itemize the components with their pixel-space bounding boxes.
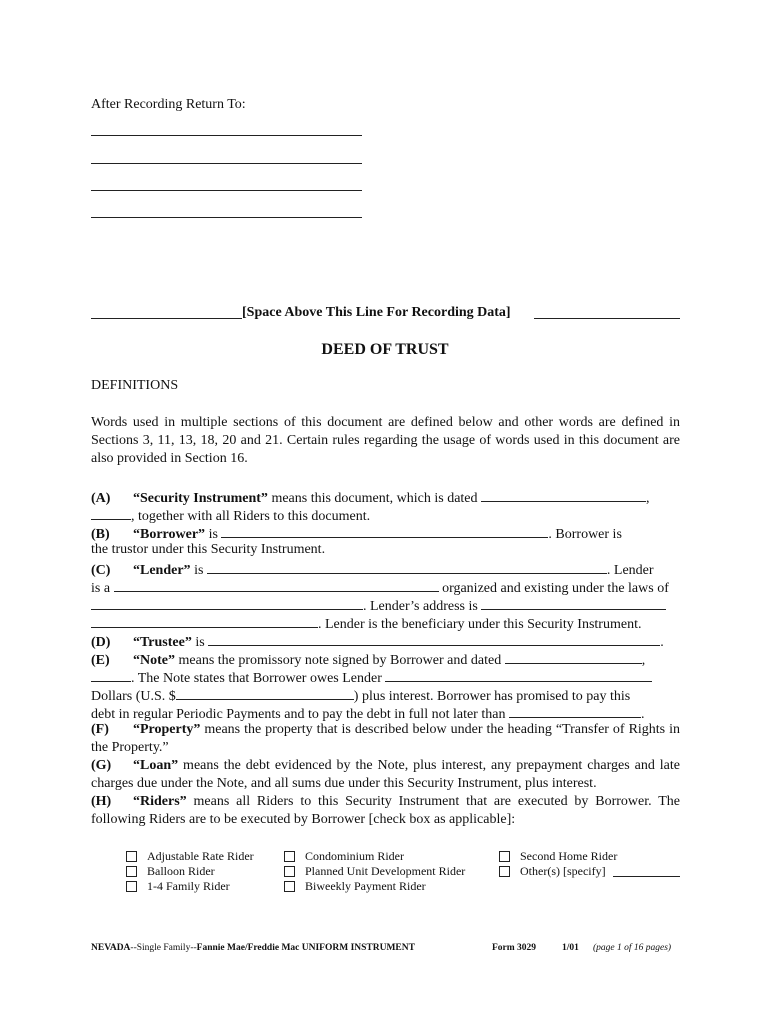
def-text: means this document, which is dated xyxy=(267,491,482,506)
def-text: is xyxy=(205,527,222,542)
def-text: . Borrower is xyxy=(548,527,622,542)
note-amount-words-field[interactable] xyxy=(385,667,652,682)
definition-g xyxy=(91,757,680,793)
return-address-line[interactable] xyxy=(91,135,362,136)
footer-instrument xyxy=(91,942,415,954)
rider-label: Second Home Rider xyxy=(520,849,618,863)
trustee-name-field[interactable] xyxy=(208,631,660,646)
return-address-line[interactable] xyxy=(91,163,362,164)
def-text: means the debt evidenced by the Note, plus interest, any prepayment charges and late charges due under the Note, and all sums due under this Security Instrument, plus interest. xyxy=(91,758,680,791)
def-term: “Borrower” xyxy=(133,527,206,542)
comma: , xyxy=(646,491,650,506)
rider-label: 1-4 Family Rider xyxy=(147,879,230,893)
definitions-heading: DEFINITIONS xyxy=(91,378,179,393)
def-label: (G) xyxy=(91,758,112,773)
biweekly-payment-rider-checkbox[interactable] xyxy=(284,881,295,892)
rider-label: Biweekly Payment Rider xyxy=(305,879,426,893)
rider-label: Adjustable Rate Rider xyxy=(147,849,254,863)
def-term: “Trustee” xyxy=(133,635,192,650)
def-text: . Lender xyxy=(606,563,654,578)
def-text: ) plus interest. Borrower has promised to pay this xyxy=(353,689,631,704)
note-amount-field[interactable] xyxy=(176,685,354,700)
def-text: . Lender’s address is xyxy=(363,599,482,614)
footer-instrument-name: Fannie Mae/Freddie Mac UNIFORM INSTRUMENT xyxy=(196,943,415,953)
comma: , xyxy=(641,653,646,668)
def-term: “Loan” xyxy=(133,758,179,773)
rider-label: Balloon Rider xyxy=(147,864,215,878)
second-home-rider-checkbox[interactable] xyxy=(499,851,510,862)
borrower-name-field[interactable] xyxy=(221,523,548,538)
balloon-rider-checkbox[interactable] xyxy=(126,866,137,877)
def-label: (H) xyxy=(91,794,112,809)
security-instrument-date-field[interactable] xyxy=(481,487,646,502)
def-label: (A) xyxy=(91,491,111,506)
note-date-field[interactable] xyxy=(505,649,642,664)
family-rider-checkbox[interactable] xyxy=(126,881,137,892)
def-term: “Lender” xyxy=(133,563,191,578)
return-to-label: After Recording Return To: xyxy=(91,97,246,112)
recording-data-label: [Space Above This Line For Recording Data] xyxy=(242,305,511,320)
lender-jurisdiction-field[interactable] xyxy=(91,595,363,610)
maturity-date-field[interactable] xyxy=(509,703,641,718)
lender-name-field[interactable] xyxy=(207,559,607,574)
footer-form-number: Form 3029 xyxy=(492,943,537,953)
return-address-line[interactable] xyxy=(91,190,362,191)
def-text: means the promissory note signed by Borrower and dated xyxy=(175,653,505,668)
def-term: “Riders” xyxy=(133,794,187,809)
def-term: “Security Instrument” xyxy=(133,491,268,506)
def-text: Dollars (U.S. $ xyxy=(91,689,176,704)
rider-label: Planned Unit Development Rider xyxy=(305,864,466,878)
def-text: . The Note states that Borrower owes Lender xyxy=(131,671,386,686)
def-text: the trustor under this Security Instrument. xyxy=(91,542,326,557)
def-label: (E) xyxy=(91,653,110,668)
period: . xyxy=(660,635,664,650)
other-rider-checkbox[interactable] xyxy=(499,866,510,877)
def-text: means all Riders to this Security Instrument that are executed by Borrower. The following Riders are to be executed by Borrower [check box as applicable]: xyxy=(91,794,680,827)
def-text: is a xyxy=(91,581,114,596)
footer-state: NEVADA xyxy=(91,943,131,953)
def-text: debt in regular Periodic Payments and to pay the debt in full not later than xyxy=(91,707,509,722)
lender-address-field[interactable] xyxy=(481,595,666,610)
rider-label: Condominium Rider xyxy=(305,849,404,863)
footer-sep: --Single Family-- xyxy=(130,943,197,953)
adjustable-rate-rider-checkbox[interactable] xyxy=(126,851,137,862)
security-instrument-year-field[interactable] xyxy=(91,505,131,520)
lender-entity-type-field[interactable] xyxy=(114,577,439,592)
def-text: is xyxy=(190,563,207,578)
lender-address-field-2[interactable] xyxy=(91,613,318,628)
def-label: (C) xyxy=(91,563,111,578)
document-title: DEED OF TRUST xyxy=(321,341,449,358)
condominium-rider-checkbox[interactable] xyxy=(284,851,295,862)
definition-h xyxy=(91,793,680,829)
other-rider-specify-field[interactable] xyxy=(613,876,680,877)
def-text: , together with all Riders to this document. xyxy=(131,509,371,524)
footer-form-date: 1/01 xyxy=(562,943,579,953)
footer-page-count: (page 1 of 16 pages) xyxy=(593,943,672,953)
def-label: (B) xyxy=(91,527,110,542)
period: . xyxy=(640,707,645,722)
definition-f xyxy=(91,721,680,757)
pud-rider-checkbox[interactable] xyxy=(284,866,295,877)
note-year-field[interactable] xyxy=(91,667,131,682)
def-label: (D) xyxy=(91,635,111,650)
def-term: “Note” xyxy=(133,653,175,668)
intro-paragraph: Words used in multiple sections of this document are defined below and other words are defined in Sections 3, 11, 13, 18, 20 and 21. Certain rules regarding the usage of words used in this document are also provided in Section 16. xyxy=(91,415,680,466)
recording-rule-left xyxy=(91,318,242,319)
def-label: (F) xyxy=(91,722,109,737)
def-text: organized and existing under the laws of xyxy=(438,581,669,596)
rider-label: Other(s) [specify] xyxy=(520,864,606,878)
def-text: is xyxy=(191,635,209,650)
def-text: means the property that is described below under the heading “Transfer of Rights in the Property.” xyxy=(91,722,680,755)
def-term: “Property” xyxy=(133,722,201,737)
recording-rule-right xyxy=(534,318,680,319)
definition-b-cont xyxy=(91,541,680,559)
return-address-line[interactable] xyxy=(91,217,362,218)
def-text: . Lender is the beneficiary under this Security Instrument. xyxy=(318,617,642,632)
